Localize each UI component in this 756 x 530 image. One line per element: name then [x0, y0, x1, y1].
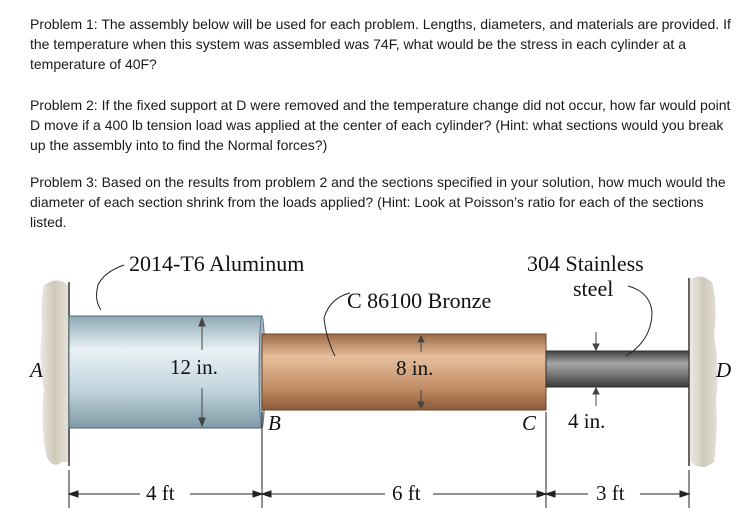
- aluminum-length-label: 4 ft: [146, 481, 175, 505]
- steel-diameter-label: 4 in.: [568, 409, 606, 433]
- steel-cylinder: [546, 351, 689, 387]
- steel-label-line2: steel: [573, 276, 614, 301]
- right-wall: [690, 276, 718, 467]
- problem-3-text: Problem 3: Based on the results from problem 2 and the sections specified in your solution, how much would the diameter of each section shrink from the loads applied? (Hint: Look at Poisson’s ratio for each of the sections listed.: [30, 174, 726, 230]
- bronze-diameter-label: 8 in.: [396, 356, 434, 380]
- problem-1-text: Problem 1: The assembly below will be used for each problem. Lengths, diameters, and materials are provided. If the temperature when this system was assembled was 74F, what would be the stress in each cylinder at a temperature of 40F?: [30, 16, 731, 72]
- point-c-label: C: [522, 411, 537, 435]
- left-wall: [40, 281, 68, 465]
- aluminum-diameter-label: 12 in.: [170, 355, 218, 379]
- point-d-label: D: [716, 358, 732, 382]
- point-b-label: B: [268, 411, 281, 435]
- bronze-length-label: 6 ft: [392, 481, 421, 505]
- steel-label-line1: 304 Stainless: [527, 251, 644, 276]
- bronze-label: C 86100 Bronze: [347, 288, 492, 313]
- point-a-label: A: [30, 358, 43, 382]
- steel-length-label: 3 ft: [596, 481, 625, 505]
- aluminum-cylinder: [69, 316, 262, 428]
- aluminum-label: 2014-T6 Aluminum: [129, 251, 305, 276]
- problem-2-text: Problem 2: If the fixed support at D were removed and the temperature change did not occur, how far would point D move if a 400 lb tension load was applied at the center of each cylinder? (Hint: what sections would you break up the assembly into to find the Normal forces?): [30, 97, 731, 153]
